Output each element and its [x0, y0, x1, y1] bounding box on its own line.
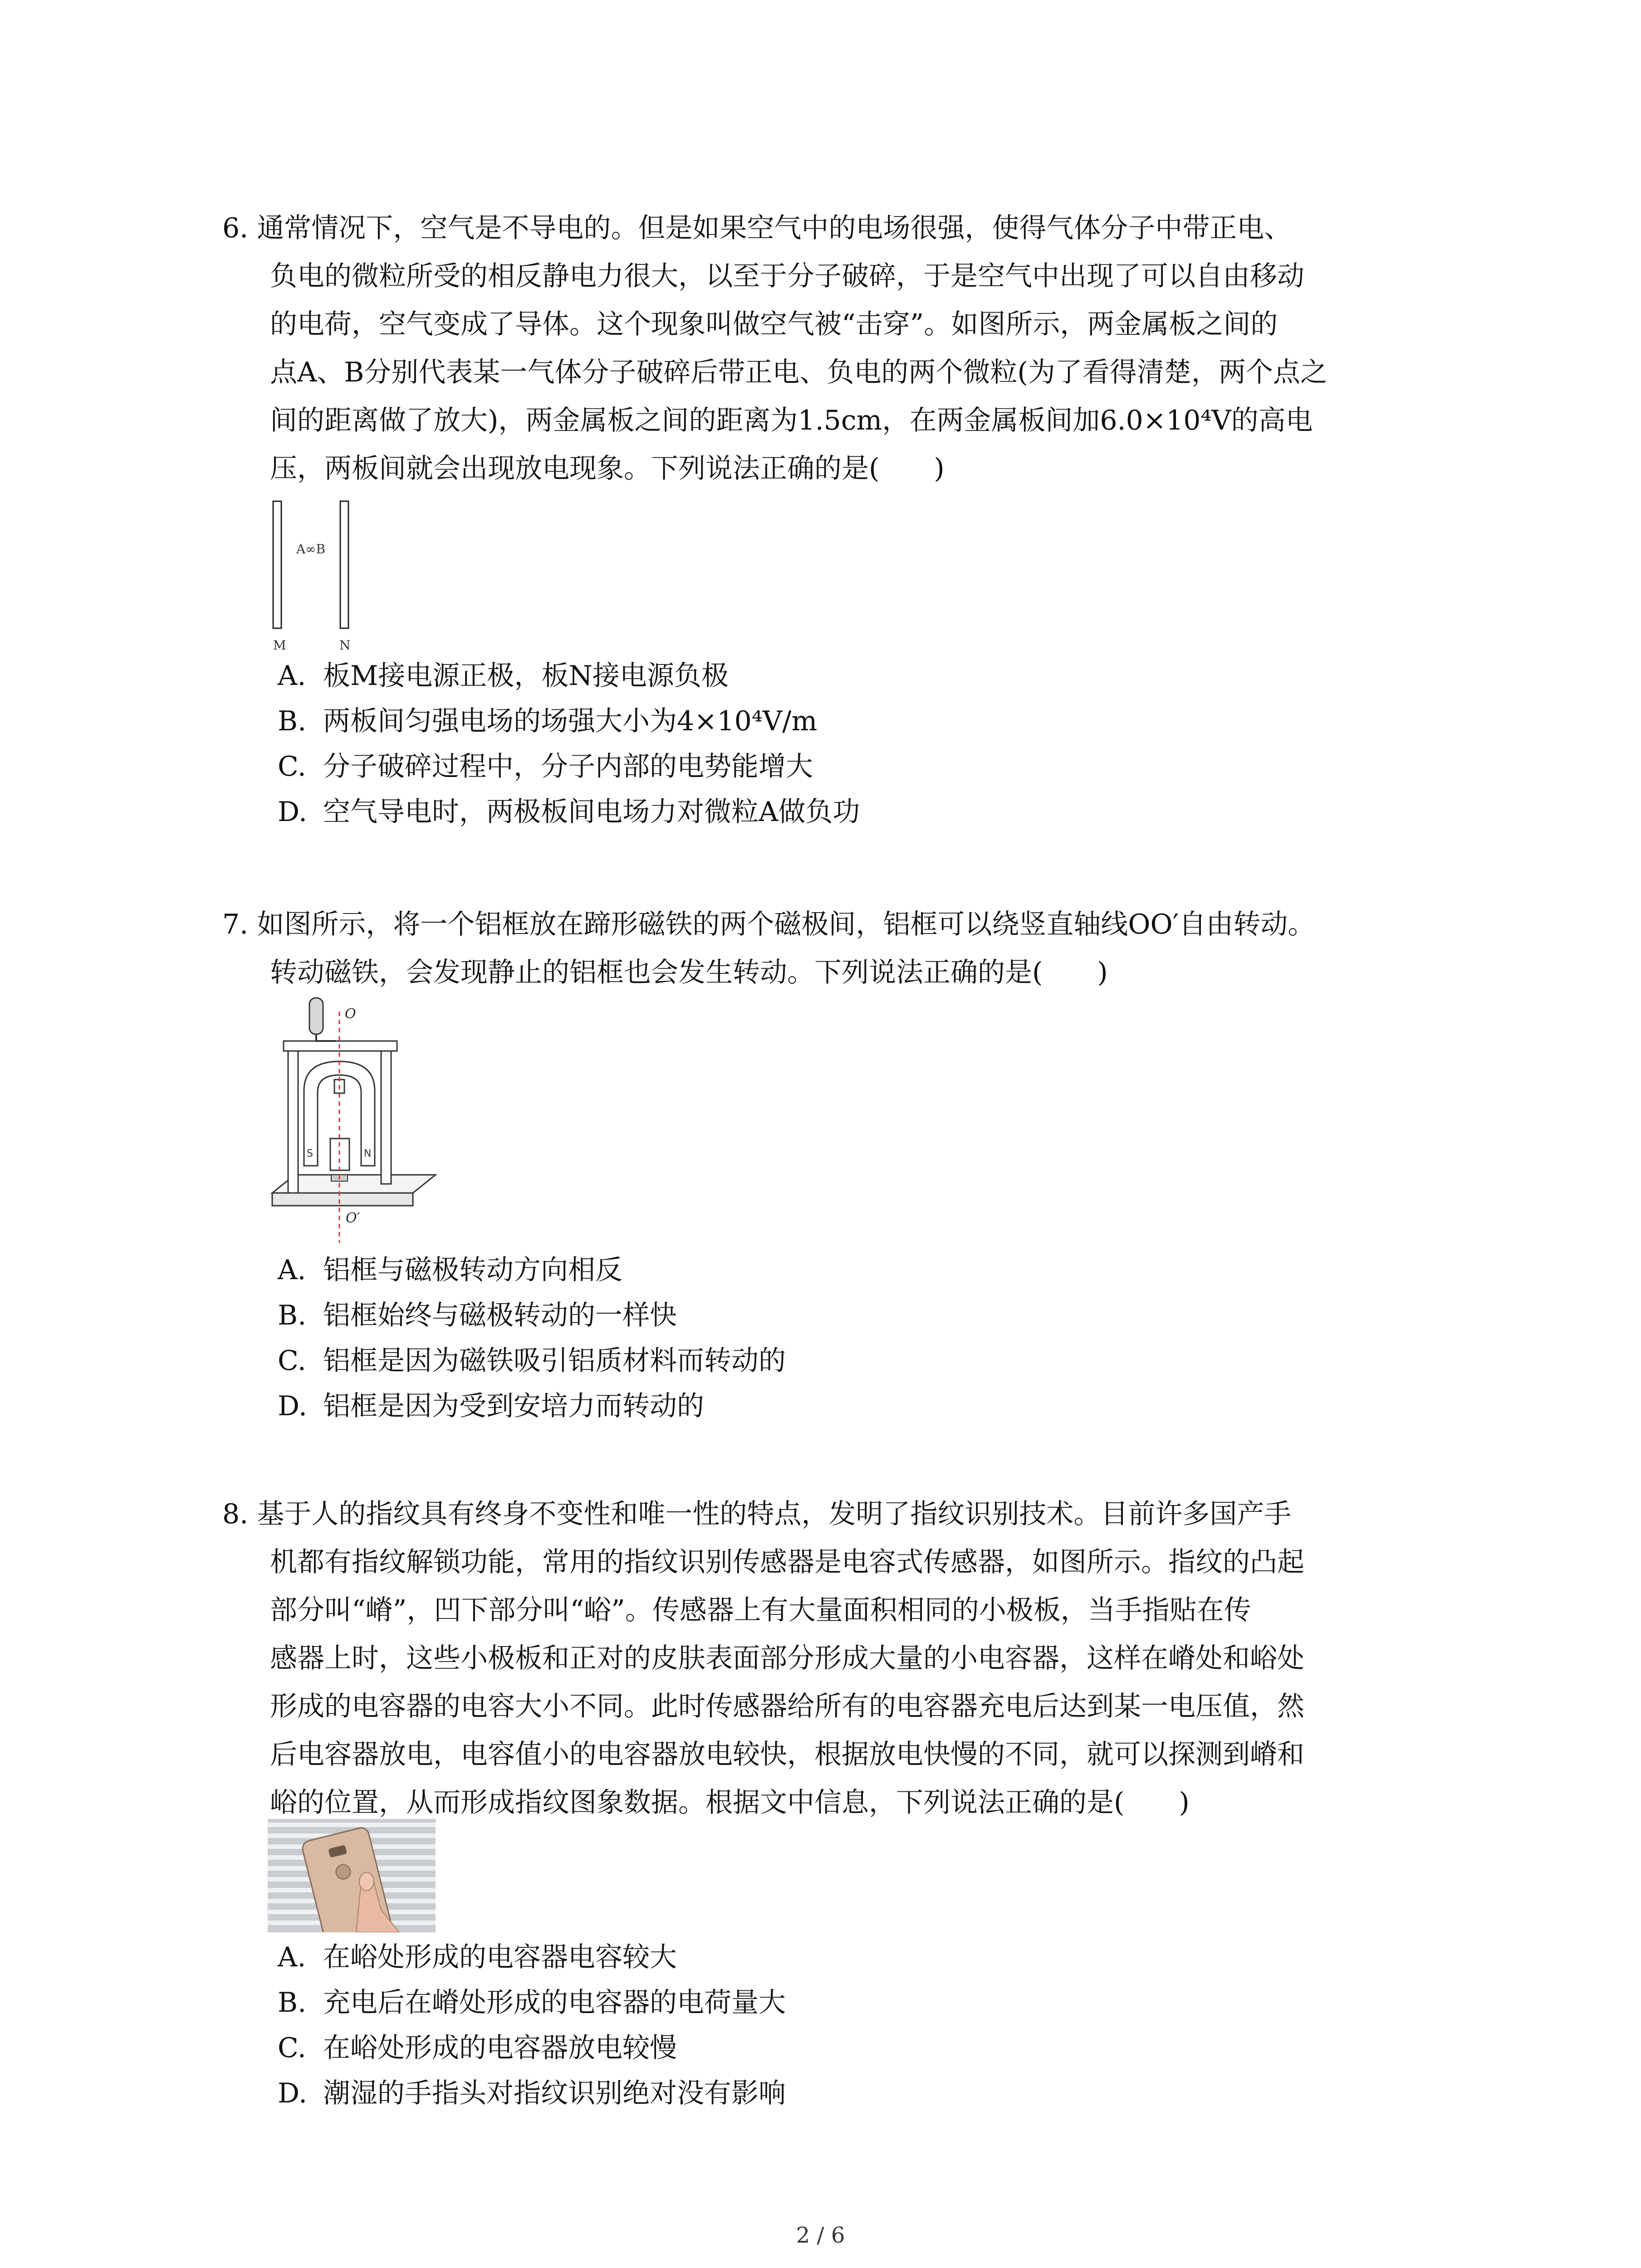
pole-n-label: N	[364, 1148, 372, 1159]
question-line: 负电的微粒所受的相反静电力很大，以至于分子破碎，于是空气中出现了可以自由移动	[270, 260, 1304, 292]
option-c: C. 铝框是因为磁铁吸引铝质材料而转动的	[278, 1345, 786, 1377]
option-b: B. 两板间匀强电场的场强大小为4×10⁴V/m	[278, 705, 818, 737]
question-line: 的电荷，空气变成了导体。这个现象叫做空气被“击穿”。如图所示，两金属板之间的	[270, 308, 1278, 340]
question-line: 点A、B分别代表某一气体分子破碎后带正电、负电的两个微粒(为了看得清楚，两个点之	[270, 357, 1327, 388]
question-number: 8.	[222, 1498, 249, 1530]
page-number: 2 / 6	[796, 2223, 845, 2248]
question-7-options	[222, 1247, 1456, 1429]
question-8	[222, 1490, 1456, 1827]
base-front	[272, 1193, 413, 1206]
plate-n	[340, 501, 348, 628]
axis-o-prime-label: O′	[346, 1210, 360, 1226]
axis-o-label: O	[345, 1006, 356, 1022]
question-line: 基于人的指纹具有终身不变性和唯一性的特点，发明了指纹识别技术。目前许多国产手	[257, 1498, 1292, 1530]
question-number: 7.	[222, 909, 249, 940]
option-a: A. 在峪处形成的电容器电容较大	[278, 1941, 677, 1973]
pole-s-label: S	[307, 1148, 313, 1159]
option-d: D. 空气导电时，两极板间电场力对微粒A做负功	[278, 796, 860, 828]
question-line: 如图所示，将一个铝框放在蹄形磁铁的两个磁极间，铝框可以绕竖直轴线OO′自由转动。	[257, 909, 1315, 940]
question-text-line	[222, 204, 1456, 252]
question-7	[222, 900, 1456, 997]
question-line: 峪的位置，从而形成指纹图象数据。根据文中信息，下列说法正确的是( )	[270, 1787, 1190, 1818]
question-line: 机都有指纹解锁功能，常用的指纹识别传感器是电容式传感器，如图所示。指纹的凸起	[270, 1546, 1304, 1578]
question-line: 压，两板间就会出现放电现象。下列说法正确的是( )	[270, 453, 945, 484]
frame-post-left	[288, 1048, 298, 1193]
question-line: 后电容器放电，电容值小的电容器放电较快，根据放电快慢的不同，就可以探测到嵴和	[270, 1739, 1304, 1770]
question-line: 感器上时，这些小极板和正对的皮肤表面部分形成大量的小电容器，这样在嵴处和峪处	[270, 1642, 1304, 1674]
question-line: 间的距离做了放大)，两金属板之间的距离为1.5cm，在两金属板间加6.0×10⁴V的高电	[270, 405, 1313, 436]
metal-plates-figure	[263, 499, 372, 653]
option-a: A. 铝框与磁极转动方向相反	[278, 1254, 622, 1286]
question-line: 形成的电容器的电容大小不同。此时传感器给所有的电容器充电后达到某一电压值，然	[270, 1691, 1304, 1722]
question-line: 通常情况下，空气是不导电的。但是如果空气中的电场很强，使得气体分子中带正电、	[257, 212, 1292, 244]
option-d: D. 铝框是因为受到安培力而转动的	[278, 1390, 704, 1422]
option-b: B. 铝框始终与磁极转动的一样快	[278, 1300, 677, 1331]
option-b: B. 充电后在嵴处形成的电容器的电荷量大	[278, 1987, 786, 2019]
question-number: 6.	[222, 212, 249, 244]
question-6-options	[222, 653, 1456, 835]
frame-post-right	[381, 1048, 391, 1184]
option-a: A. 板M接电源正极，板N接电源负极	[278, 660, 729, 692]
question-text-line	[222, 1490, 1456, 1538]
option-c: C. 在峪处形成的电容器放电较慢	[278, 2032, 677, 2064]
question-6	[222, 204, 1456, 493]
question-line: 部分叫“嵴”，凹下部分叫“峪”。传感器上有大量面积相同的小极板，当手指贴在传	[270, 1594, 1251, 1626]
fingertip	[359, 1872, 374, 1891]
magnet-apparatus-figure	[268, 993, 440, 1247]
crank-arm	[316, 1034, 336, 1041]
frame-top-bar	[284, 1041, 397, 1051]
option-d: D. 潮湿的手指头对指纹识别绝对没有影响	[278, 2077, 786, 2109]
plate-m-label: M	[273, 638, 286, 653]
plate-m	[273, 501, 281, 628]
question-text-line	[222, 900, 1456, 948]
crank-handle	[309, 998, 323, 1034]
question-line: 转动磁铁，会发现静止的铝框也会发生转动。下列说法正确的是( )	[270, 957, 1108, 988]
question-8-options	[222, 1935, 1456, 2116]
plate-n-label: N	[339, 638, 351, 653]
particles-ab-label: A∞B	[296, 542, 326, 557]
fingerprint-phone-photo	[268, 1819, 436, 1932]
option-c: C. 分子破碎过程中，分子内部的电势能增大	[278, 751, 813, 782]
